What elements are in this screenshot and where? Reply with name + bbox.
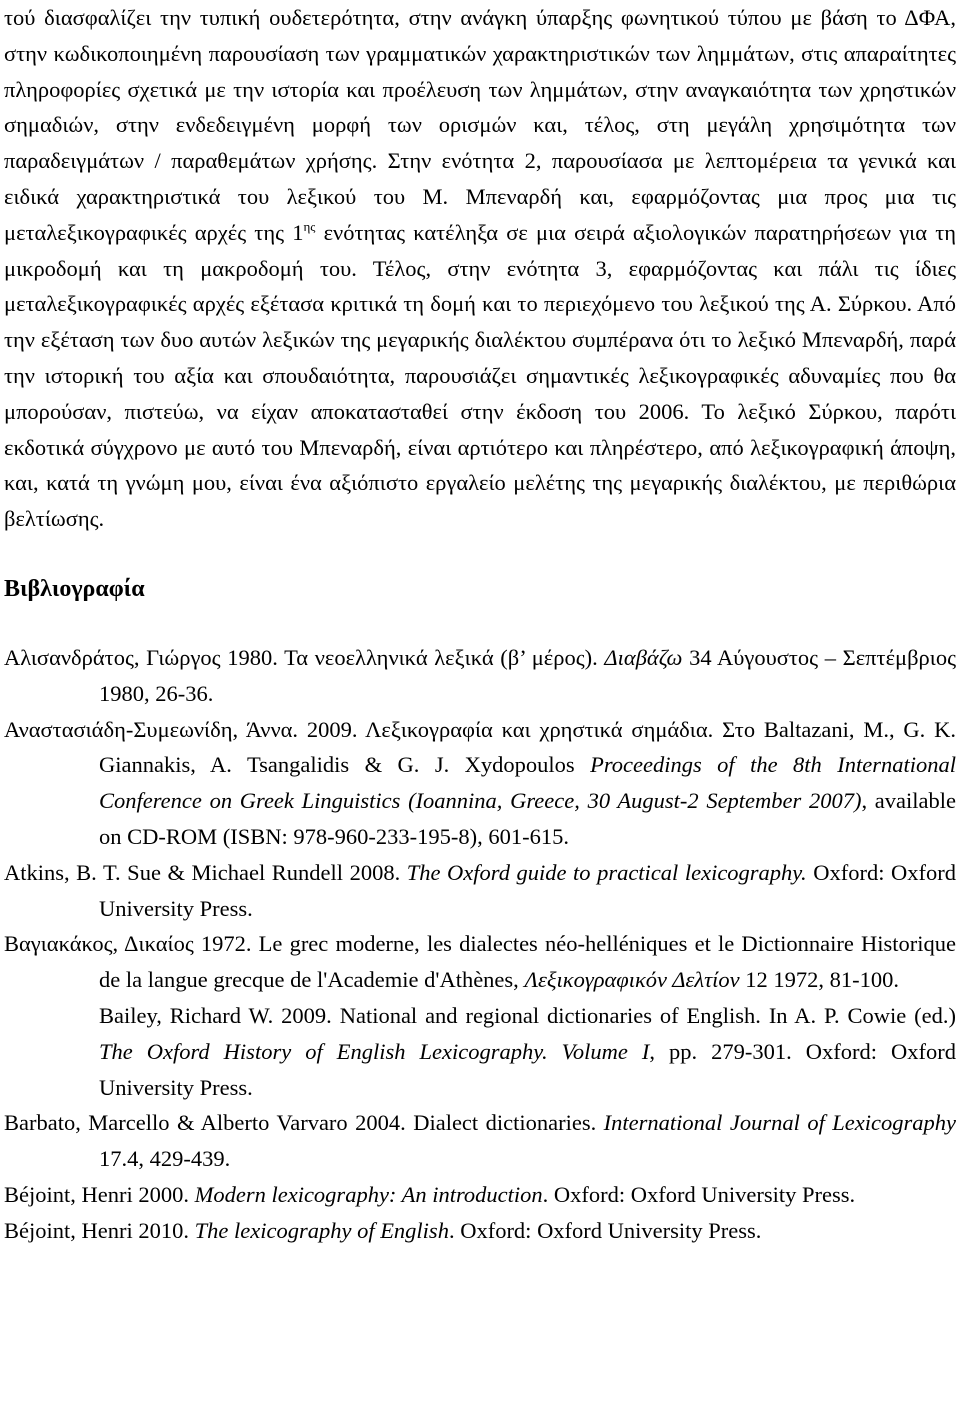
reference-text: . Oxford: Oxford University Press. xyxy=(542,1181,856,1207)
reference-entry xyxy=(4,1177,956,1213)
reference-text: Béjoint, Henri 2010. xyxy=(4,1217,195,1243)
reference-list xyxy=(4,640,956,1249)
reference-text: , pp. 279-301. Oxford: Oxford University Press. xyxy=(99,1038,956,1100)
reference-title: Διαβάζω xyxy=(604,644,683,670)
reference-text: Atkins, B. T. Sue & Michael Rundell 2008. xyxy=(4,859,407,885)
reference-title: Λεξικογραφικόν Δελτίον xyxy=(524,967,740,993)
body-text-part1: τού διασφαλίζει την τυπική ουδετερότητα, στην ανάγκη ύπαρξης φωνητικού τύπου με βάση το ΔΦΑ, στην κωδικοποιημένη παρουσίαση των γραμματικών χαρακτηριστικών των λημμάτων, στις απαραίτητες πληροφορίες σχετικά με την ιστορία και προέλευση των λημμάτων, στην αναγκαιότητα των χρηστικών σημαδιών, στην ενδεδειγμένη μορφή των ορισμών και, τέλος, στη μεγάλη χρησιμότητα των παραδειγμάτων / παραθεμάτων χρήσης. Στην ενότητα 2, παρουσίασα με λεπτομέρεια τα γενικά και ειδικά χαρακτηριστικά του λεξικού του Μ. Μπεναρδή και, εφαρμόζοντας μια προς μια τις μεταλεξικογραφικές αρχές της 1 xyxy=(4,5,956,245)
reference-title: Modern lexicography: An introduction xyxy=(194,1181,543,1207)
reference-title: The Oxford History of English Lexicography. Volume I xyxy=(99,1038,650,1064)
reference-title: The Oxford guide to practical lexicography. xyxy=(406,859,807,885)
reference-entry xyxy=(4,640,956,712)
reference-text: Βαγιακάκος, Δικαίος 1972. Le grec moderne, les dialectes néo-helléniques et le Dictionnaire Historique de la langue grecque de l'Academie d'Athènes, xyxy=(4,931,956,993)
reference-text: Bailey, Richard W. 2009. National and regional dictionaries of English. In A. P. Cowie (ed.) xyxy=(99,1002,956,1028)
body-paragraph xyxy=(4,0,956,537)
reference-text: Barbato, Marcello & Alberto Varvaro 2004. Dialect dictionaries. xyxy=(4,1110,604,1136)
reference-text: Béjoint, Henri 2000. xyxy=(4,1181,195,1207)
reference-text: Αλισανδράτος, Γιώργος 1980. Τα νεοελληνικά λεξικά (β’ μέρος). xyxy=(4,644,605,670)
reference-text: , available on CD-ROM (ISBN: 978-960-233-195-8), 601-615. xyxy=(99,788,957,849)
reference-entry xyxy=(4,1213,956,1249)
reference-text: 34 Αύγουστος – Σεπτέμβριος 1980, 26-36. xyxy=(99,644,956,706)
reference-title: Proceedings of the 8th International Conference on Greek Linguistics (Ioannina, Greece, 30 August-2 September 2007) xyxy=(99,752,956,814)
reference-title: International Journal of Lexicography xyxy=(603,1110,956,1136)
reference-entry xyxy=(4,998,956,1105)
reference-title: The lexicography of English xyxy=(194,1217,449,1243)
reference-entry xyxy=(4,712,956,855)
reference-text: 12 1972, 81-100. xyxy=(739,967,899,993)
reference-text: Αναστασιάδη-Συμεωνίδη, Άννα. 2009. Λεξικογραφία και χρηστικά σημάδια. Στο Baltazani, M., G. K. Giannakis, A. Tsangalidis & G. J. Xydopoulos xyxy=(4,716,956,778)
ordinal-superscript: ης xyxy=(303,218,316,234)
reference-entry xyxy=(4,926,956,998)
reference-text: Oxford: Oxford University Press. xyxy=(99,859,956,921)
bibliography-heading: Βιβλιογραφία xyxy=(4,575,145,602)
reference-text: 17.4, 429-439. xyxy=(99,1146,231,1172)
reference-entry xyxy=(4,1105,956,1177)
reference-entry xyxy=(4,855,956,927)
body-text-part2: ενότητας κατέληξα σε μια σειρά αξιολογικών παρατηρήσεων για τη μικροδομή και τη μακροδομή του. Τέλος, στην ενότητα 3, εφαρμόζοντας και πάλι τις ίδιες μεταλεξικογραφικές αρχές εξέτασα κριτικά τη δομή και το περιεχόμενο του λεξικού της Α. Σύρκου. Από την εξέταση των δυο αυτών λεξικών της μεγαρικής διαλέκτου συμπέρανα ότι το λεξικό Μπεναρδή, παρά την ιστορική του αξία και σπουδαιότητα, παρουσιάζει σημαντικές λεξικογραφικές αδυναμίες που θα μπορούσαν, πιστεύω, να είχαν αποκατασταθεί στην έκδοση του 2006. Το λεξικό Σύρκου, παρότι εκδοτικά σύγχρονο με αυτό του Μπεναρδή, είναι αρτιότερο και πληρέστερο, από λεξικογραφική άποψη, και, κατά τη γνώμη μου, είναι ένα αξιόπιστο εργαλείο μελέτης της μεγαρικής διαλέκτου, με περιθώρια βελτίωσης. xyxy=(4,219,956,532)
reference-text: . Oxford: Oxford University Press. xyxy=(448,1217,762,1243)
